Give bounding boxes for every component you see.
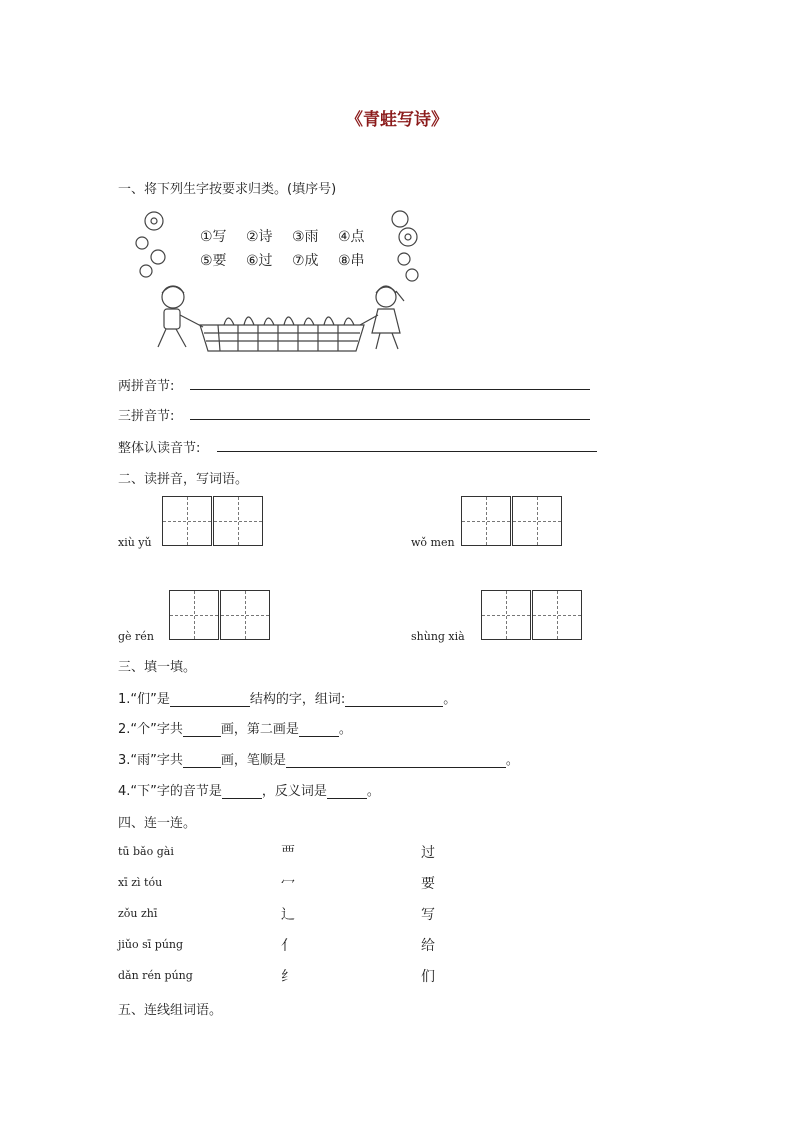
match-radical[interactable]: 覀 xyxy=(281,845,295,861)
match-radical[interactable]: 亻 xyxy=(281,938,295,954)
char-option: ⑧串 xyxy=(338,253,365,269)
blank[interactable] xyxy=(222,785,262,799)
match-char[interactable]: 过 xyxy=(421,845,435,861)
section2-heading: 二、读拼音，写词语。 xyxy=(118,472,249,487)
blank[interactable] xyxy=(286,754,506,768)
label-whole-syllable: 整体认读音节: xyxy=(118,441,201,456)
pinyin-prompt: xiù yǔ xyxy=(118,536,152,549)
match-pinyin[interactable]: dǎn rén púng xyxy=(118,969,193,982)
basket-illustration xyxy=(128,205,428,355)
match-radical[interactable]: 冖 xyxy=(281,876,295,892)
pinyin-prompt: gè rén xyxy=(118,630,154,643)
match-pinyin[interactable]: xī zì tóu xyxy=(118,876,163,889)
match-char[interactable]: 要 xyxy=(421,876,435,892)
char-option: ④点 xyxy=(338,229,365,245)
match-radical[interactable]: 辶 xyxy=(281,907,295,923)
fill-question-2: 2.“个”字共 画，第二画是 。 xyxy=(118,722,352,737)
match-char[interactable]: 写 xyxy=(421,907,435,923)
match-pinyin[interactable]: tū bǎo gài xyxy=(118,845,174,858)
section5-heading: 五、连线组词语。 xyxy=(118,1003,223,1018)
section1-heading: 一、将下列生字按要求归类。(填序号) xyxy=(118,182,337,197)
blank[interactable] xyxy=(327,785,367,799)
match-pinyin[interactable]: jiǔo sī púng xyxy=(118,938,184,951)
fill-question-3: 3.“雨”字共 画，笔顺是 。 xyxy=(118,753,519,768)
blank[interactable] xyxy=(299,723,339,737)
page-title: 《青蛙写诗》 xyxy=(346,110,448,130)
fill-question-4: 4.“下”字的音节是 ，反义词是 。 xyxy=(118,784,380,799)
section4-heading: 四、连一连。 xyxy=(118,816,197,831)
answer-line[interactable] xyxy=(217,450,597,452)
fill-question-1: 1.“们”是 结构的字，组词: 。 xyxy=(118,692,457,707)
blank[interactable] xyxy=(183,754,221,768)
pinyin-prompt: wǒ men xyxy=(411,536,455,549)
answer-line[interactable] xyxy=(190,388,590,390)
match-pinyin[interactable]: zǒu zhī xyxy=(118,907,158,920)
char-option: ②诗 xyxy=(246,229,273,245)
blank[interactable] xyxy=(170,693,250,707)
char-option: ⑦成 xyxy=(292,253,319,269)
section3-heading: 三、填一填。 xyxy=(118,660,197,675)
pinyin-prompt: shùng xià xyxy=(411,630,465,643)
label-three-syllable: 三拼音节: xyxy=(118,409,175,424)
char-option: ⑤要 xyxy=(200,253,227,269)
char-option: ⑥过 xyxy=(246,253,273,269)
match-char[interactable]: 给 xyxy=(421,938,435,954)
char-option: ③雨 xyxy=(292,229,319,245)
answer-line[interactable] xyxy=(190,418,590,420)
blank[interactable] xyxy=(345,693,443,707)
label-two-syllable: 两拼音节: xyxy=(118,379,175,394)
blank[interactable] xyxy=(183,723,221,737)
match-radical[interactable]: 纟 xyxy=(281,969,295,985)
char-option: ①写 xyxy=(200,229,227,245)
match-char[interactable]: 们 xyxy=(421,969,435,985)
